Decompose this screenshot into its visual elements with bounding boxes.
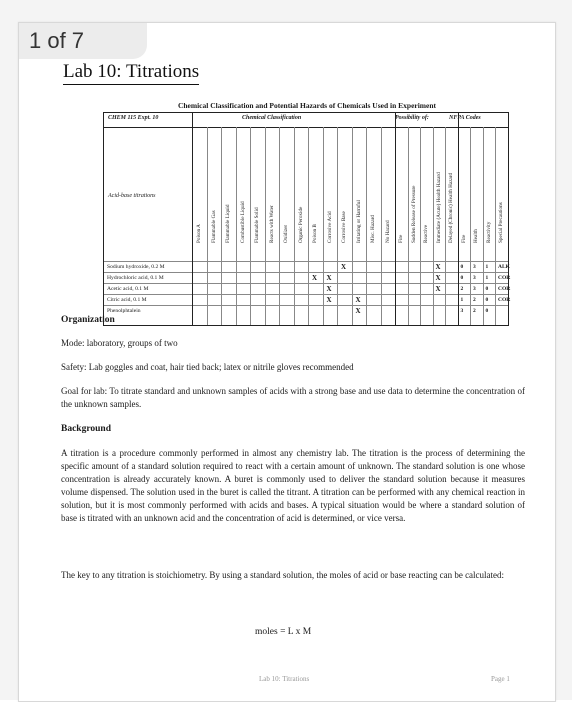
possibility-mark: X [435, 263, 441, 271]
background-heading: Background [61, 424, 111, 434]
classification-col-divider [294, 127, 295, 325]
classification-col-divider [381, 127, 382, 325]
nfpa-column-label: Fire [460, 234, 467, 243]
divider-classification [192, 113, 193, 325]
document-page [18, 22, 556, 702]
classification-column-label: Oxidizer [283, 224, 290, 243]
column-labels [104, 127, 508, 247]
nfpa-col-divider [483, 127, 484, 325]
classification-mark: X [326, 296, 332, 304]
organization-heading: Organization [61, 315, 115, 325]
moles-formula: moles = L x M [255, 627, 312, 637]
nfpa-col-divider [470, 127, 471, 325]
nfpa-value: 2 [473, 297, 476, 303]
nfpa-value: 0 [485, 297, 489, 303]
nfpa-value: COR [498, 275, 511, 281]
classification-column-label: Misc. Hazard [370, 215, 377, 243]
possibility-col-divider [433, 127, 434, 325]
possibility-col-divider [420, 127, 421, 325]
nfpa-value: 3 [473, 275, 476, 281]
nfpa-value: 3 [473, 264, 476, 270]
possibility-column-label: Sudden Release of Pressure [410, 185, 417, 243]
nfpa-value: 1 [460, 297, 464, 303]
mode-text: Mode: laboratory, groups of two [61, 338, 178, 348]
nfpa-value: 2 [460, 286, 464, 292]
footer-title: Lab 10: Titrations [259, 675, 310, 683]
key-text: The key to any titration is stoichiometry. By using a standard solution, the moles of acid or base reacting can be calculated: [61, 570, 505, 580]
nfpa-value: COR [498, 297, 511, 303]
classification-col-divider [265, 127, 266, 325]
classification-column-label: Reacts with Water [268, 205, 275, 243]
table-caption: Chemical Classification and Potential Hazards of Chemicals Used in Experiment [177, 101, 437, 110]
chemical-name: Sodium hydroxide, 0.2 M [107, 264, 165, 270]
possibility-header: Possibility of: [395, 115, 429, 121]
hazard-table [103, 101, 511, 326]
classification-column-label: Corrosive Base [341, 211, 348, 243]
classification-col-divider [207, 127, 208, 325]
classification-column-label: Flammable Liquid [225, 204, 232, 243]
chemical-name: Citric acid, 0.1 M [107, 297, 147, 303]
nfpa-value: 2 [473, 308, 476, 314]
table-subject: Acid-base titrations [108, 193, 156, 199]
classification-col-divider [236, 127, 237, 325]
possibility-mark: X [435, 285, 441, 293]
nfpa-value: 0 [460, 264, 464, 270]
classification-col-divider [279, 127, 280, 325]
classification-mark: X [355, 307, 361, 315]
classification-column-label: Combustible Liquid [239, 201, 246, 243]
nfpa-value: 1 [485, 264, 489, 270]
background-text: A titration is a procedure commonly performed in almost any chemistry lab. The titration is the process of determining the specific amount of a standard solution required to react with a certain amount of unknown. The standard solution is one whose concentration is already accurately known. A buret is commonly used to deliver the standard solution because it measures volume dispensed. The solution used in the buret is called the titrant. A titration can be performed with any chemical reaction in solution, but it is most commonly performed with acids and bases. A typical situation would be where a standard solution of base is titrated with an unknown acid and the concentration of acid is determined, or vice versa. [61, 448, 525, 523]
divider-possibility [395, 113, 396, 325]
nfpa-value: ALK [498, 264, 510, 270]
classification-column-label: Organic Peroxide [297, 206, 304, 243]
possibility-column-label: Delayed (Chronic) Health Hazard [448, 172, 455, 243]
classification-col-divider [250, 127, 251, 325]
classification-column-label: Flammable Gas [210, 210, 217, 243]
chemical-name: Acetic acid, 0.1 M [107, 286, 149, 292]
classification-col-divider [308, 127, 309, 325]
possibility-col-divider [445, 127, 446, 325]
classification-col-divider [337, 127, 338, 325]
classification-mark: X [326, 285, 332, 293]
nfpa-value: 3 [460, 308, 464, 314]
nfpa-column-label: Health [473, 229, 480, 243]
page-counter: 1 of 7 [19, 23, 147, 59]
classification-column-label: No Hazard [384, 220, 391, 243]
course-label: CHEM 115 Expt. 10 [108, 115, 159, 121]
classification-header: Chemical Classification [242, 115, 302, 121]
classification-column-label: Irritating or Harmful [355, 200, 362, 243]
possibility-column-label: Fire [398, 234, 405, 243]
classification-column-label: Poison B [312, 224, 319, 243]
classification-mark: X [312, 274, 318, 282]
classification-col-divider [323, 127, 324, 325]
classification-column-label: Flammable Solid [254, 207, 261, 243]
nfpa-value: COR [498, 286, 511, 292]
classification-mark: X [355, 296, 361, 304]
classification-col-divider [366, 127, 367, 325]
chemical-name: Hydrochloric acid, 0.1 M [107, 275, 164, 281]
nfpa-column-label: Reactivity [485, 221, 492, 243]
possibility-mark: X [435, 274, 441, 282]
classification-mark: X [341, 263, 347, 271]
nfpa-column-label: Special Precautions [498, 202, 505, 243]
divider-nfpa [458, 113, 459, 325]
table-grid [103, 112, 509, 326]
possibility-col-divider [408, 127, 409, 325]
chemical-name: Phenolphtalein [107, 308, 141, 314]
nfpa-value: 3 [473, 286, 476, 292]
goal-text: Goal for lab: To titrate standard and unknown samples of acids with a strong base and use data to determine the concentration of the unknown samples. [61, 386, 525, 409]
footer-page: Page 1 [491, 675, 510, 683]
classification-mark: X [326, 274, 332, 282]
lab-title: Lab 10: Titrations [63, 61, 199, 85]
nfpa-col-divider [495, 127, 496, 325]
nfpa-value: 1 [485, 275, 489, 281]
classification-column-label: Corrosive Acid [326, 211, 333, 243]
possibility-column-label: Immediate (Acute) Health Hazard [435, 172, 442, 243]
possibility-column-label: Reactive [423, 224, 430, 243]
safety-text: Safety: Lab goggles and coat, hair tied back; latex or nitrile gloves recommended [61, 362, 354, 372]
table-header-row [104, 113, 508, 128]
classification-col-divider [352, 127, 353, 325]
nfpa-value: 0 [485, 308, 489, 314]
nfpa-value: 0 [485, 286, 489, 292]
classification-col-divider [221, 127, 222, 325]
nfpa-value: 0 [460, 275, 464, 281]
nfpa-header: NFPA Codes [449, 115, 481, 121]
classification-column-label: Poison A [196, 224, 203, 243]
